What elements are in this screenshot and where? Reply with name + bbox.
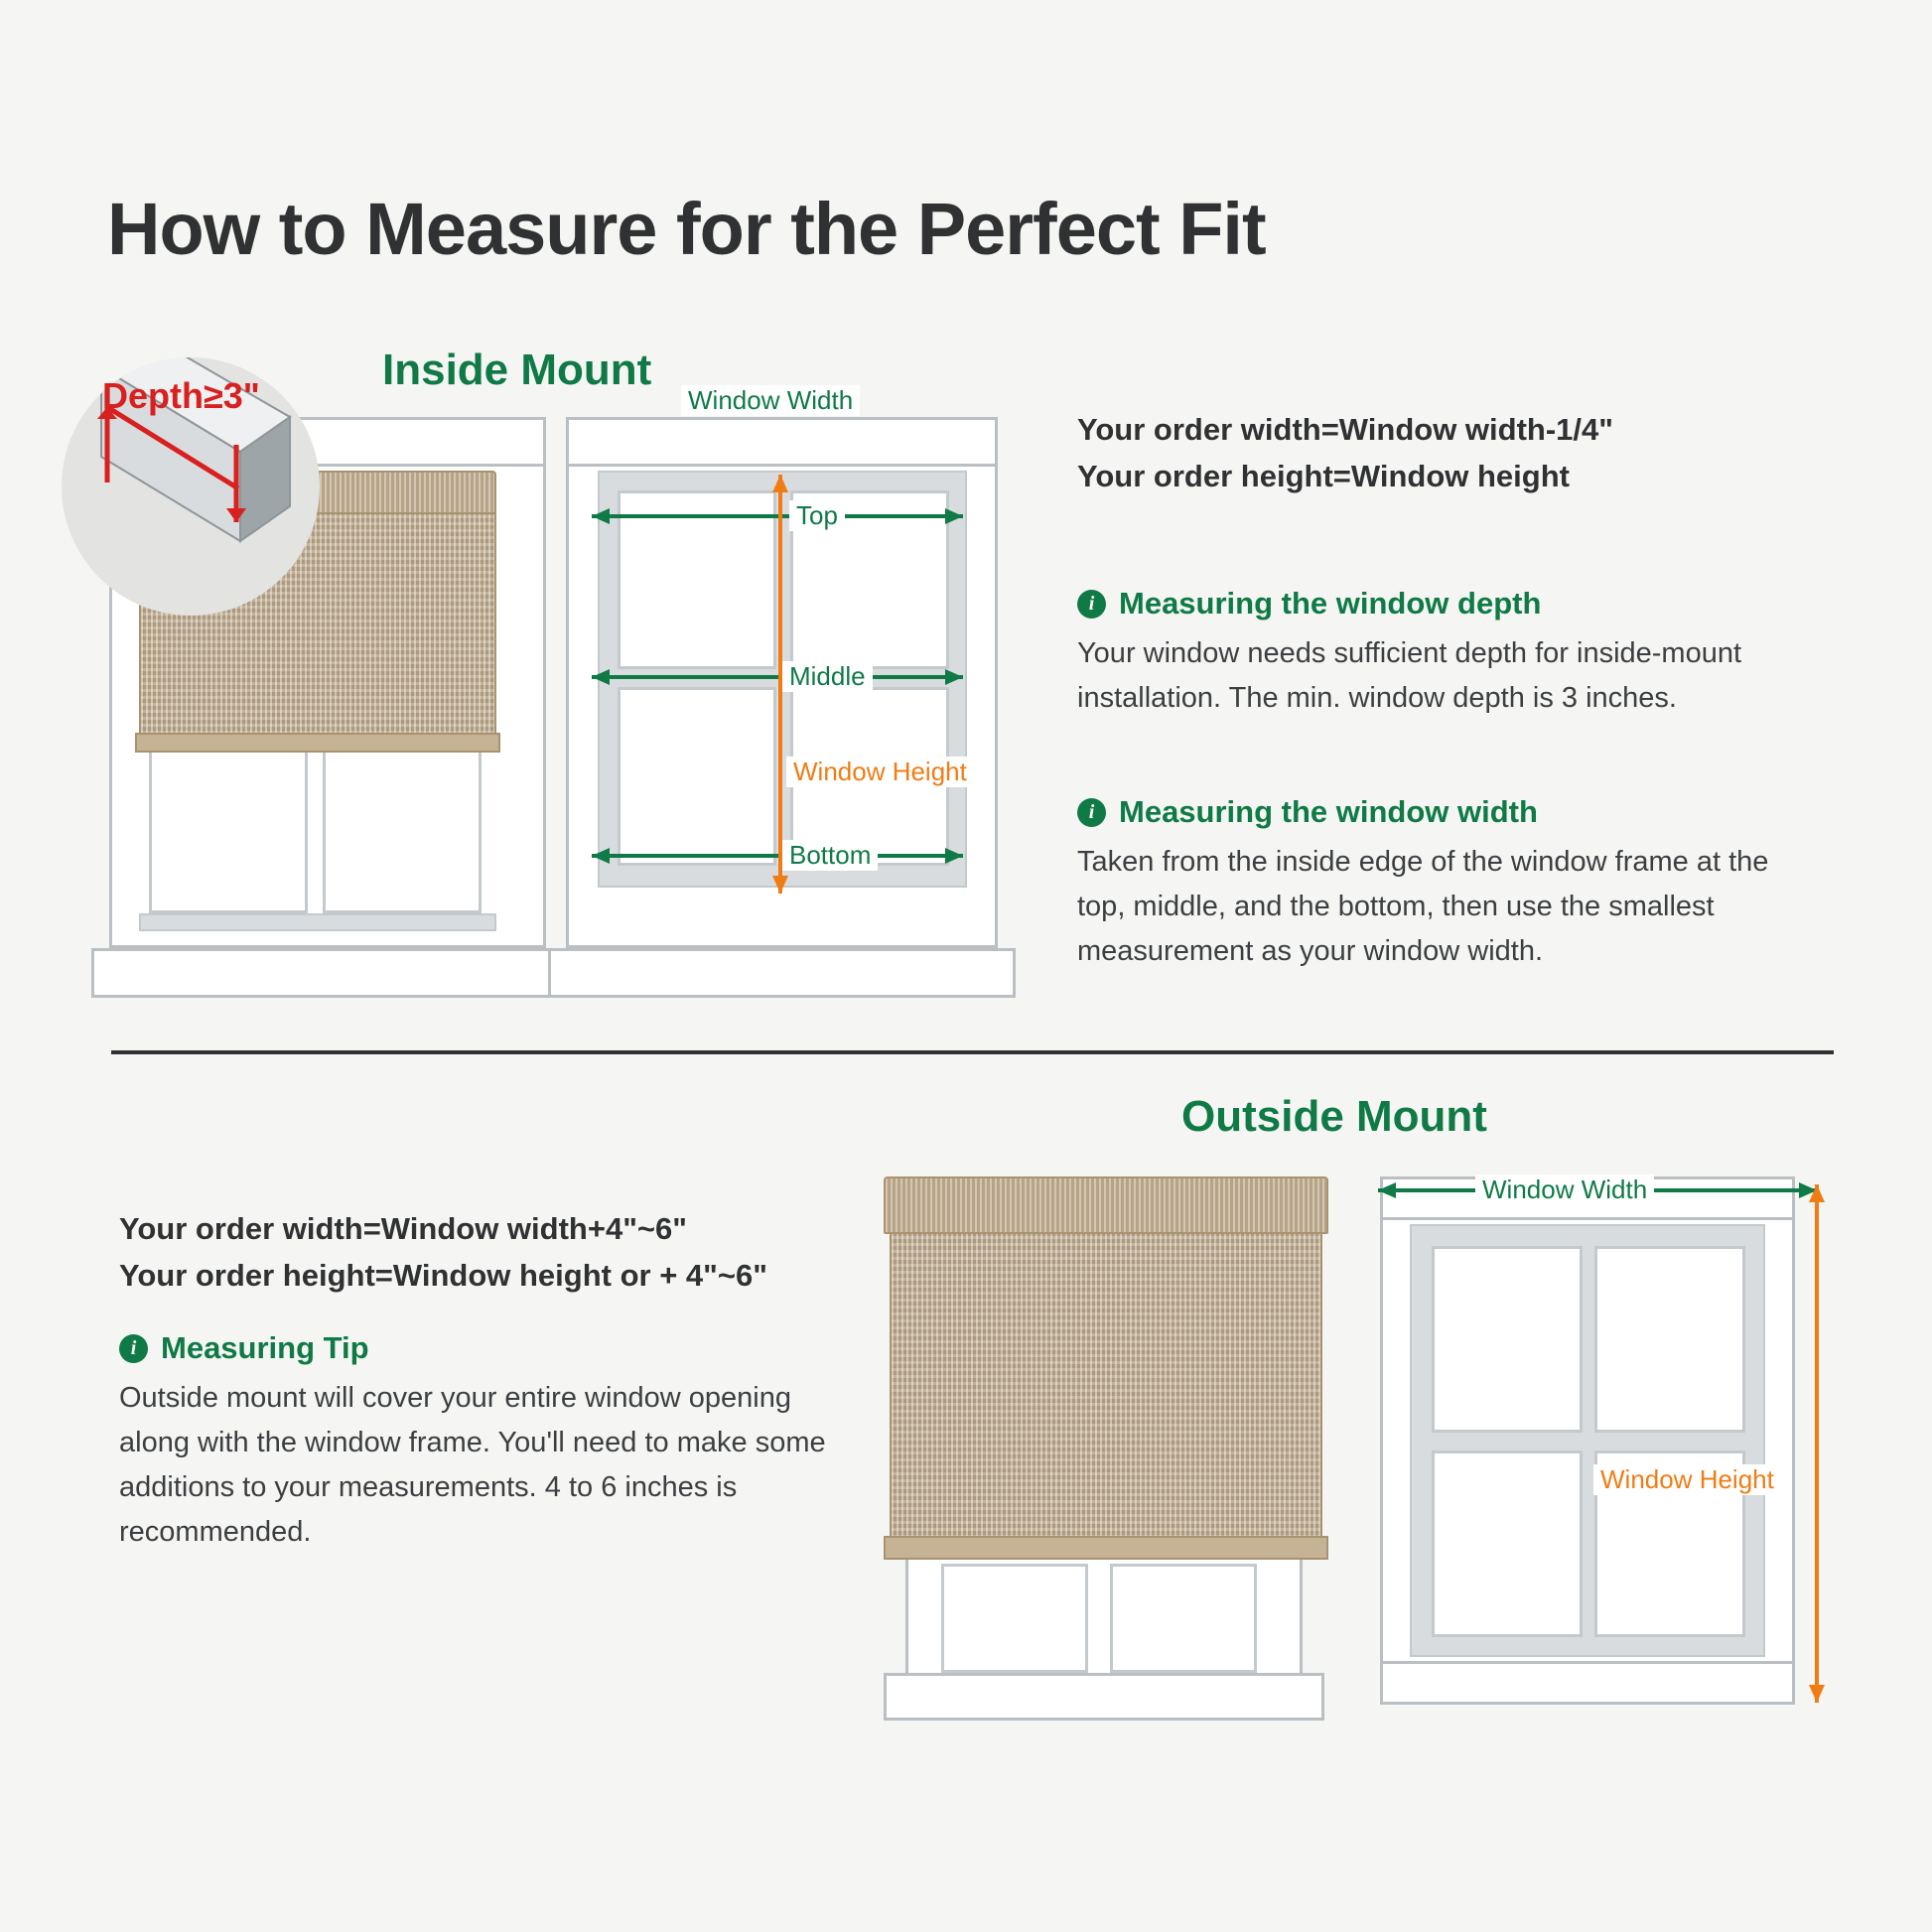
info-icon: i <box>1077 590 1106 619</box>
window-sill <box>884 1673 1324 1721</box>
inside-order-height: Your order height=Window height <box>1077 458 1570 493</box>
shade-fabric <box>890 1232 1322 1540</box>
label-window-width: Window Width <box>1475 1174 1654 1205</box>
page-title: How to Measure for the Perfect Fit <box>107 188 1266 270</box>
inside-mount-heading: Inside Mount <box>382 345 652 394</box>
tip-window-width-body: Taken from the inside edge of the window frame at the top, middle, and the bottom, then use the smallest measurement as your window width. <box>1077 846 1769 967</box>
shade-bottom-rail <box>135 733 500 753</box>
label-window-height: Window Height <box>1593 1464 1781 1495</box>
outside-order-height: Your order height=Window height or + 4"~6" <box>119 1257 767 1293</box>
window-pane-left <box>941 1564 1088 1673</box>
outside-mount-shade-illustration <box>884 1176 1350 1732</box>
outside-mount-measurement-diagram <box>1380 1176 1827 1732</box>
window-pane-left <box>149 745 308 913</box>
outside-mount-heading: Outside Mount <box>1181 1092 1487 1141</box>
inside-order-width: Your order width=Window width-1/4" <box>1077 412 1613 447</box>
shade-bottom-rail <box>884 1536 1328 1560</box>
tip-measuring-title: Measuring Tip <box>161 1330 369 1365</box>
label-bottom: Bottom <box>782 840 878 871</box>
inside-mount-measurement-diagram <box>566 385 998 993</box>
tip-window-width <box>1077 794 1812 974</box>
measurement-arrows <box>566 417 998 998</box>
depth-callout-label: Depth≥3" <box>102 375 260 416</box>
label-window-height: Window Height <box>786 757 974 787</box>
measurement-arrows <box>1360 1147 1857 1742</box>
info-icon: i <box>119 1334 148 1363</box>
label-window-width: Window Width <box>681 385 860 416</box>
tip-window-depth-body: Your window needs sufficient depth for inside-mount installation. The min. window depth is 3 inches. <box>1077 637 1742 714</box>
outside-order-formula <box>119 1206 767 1299</box>
tip-measuring <box>119 1330 834 1555</box>
shade-headrail <box>884 1176 1328 1234</box>
window-pane-right <box>1110 1564 1257 1673</box>
tip-window-depth-heading <box>1077 586 1812 621</box>
tip-window-width-heading <box>1077 794 1812 830</box>
label-top: Top <box>789 500 845 531</box>
tip-measuring-heading <box>119 1330 834 1366</box>
tip-measuring-body: Outside mount will cover your entire window opening along with the window frame. You'll need to make some additions to your measurements. 4 to 6 inches is recommended. <box>119 1382 826 1548</box>
window-sill <box>91 948 564 998</box>
window-lower-rail <box>139 913 496 931</box>
window-pane-right <box>323 745 482 913</box>
tip-window-depth <box>1077 586 1812 721</box>
tip-window-width-title: Measuring the window width <box>1119 794 1538 829</box>
label-middle: Middle <box>782 661 873 692</box>
info-icon: i <box>1077 798 1106 827</box>
section-divider <box>111 1050 1834 1054</box>
inside-order-formula <box>1077 407 1613 499</box>
tip-window-depth-title: Measuring the window depth <box>1119 586 1542 621</box>
outside-order-width: Your order width=Window width+4"~6" <box>119 1211 687 1246</box>
